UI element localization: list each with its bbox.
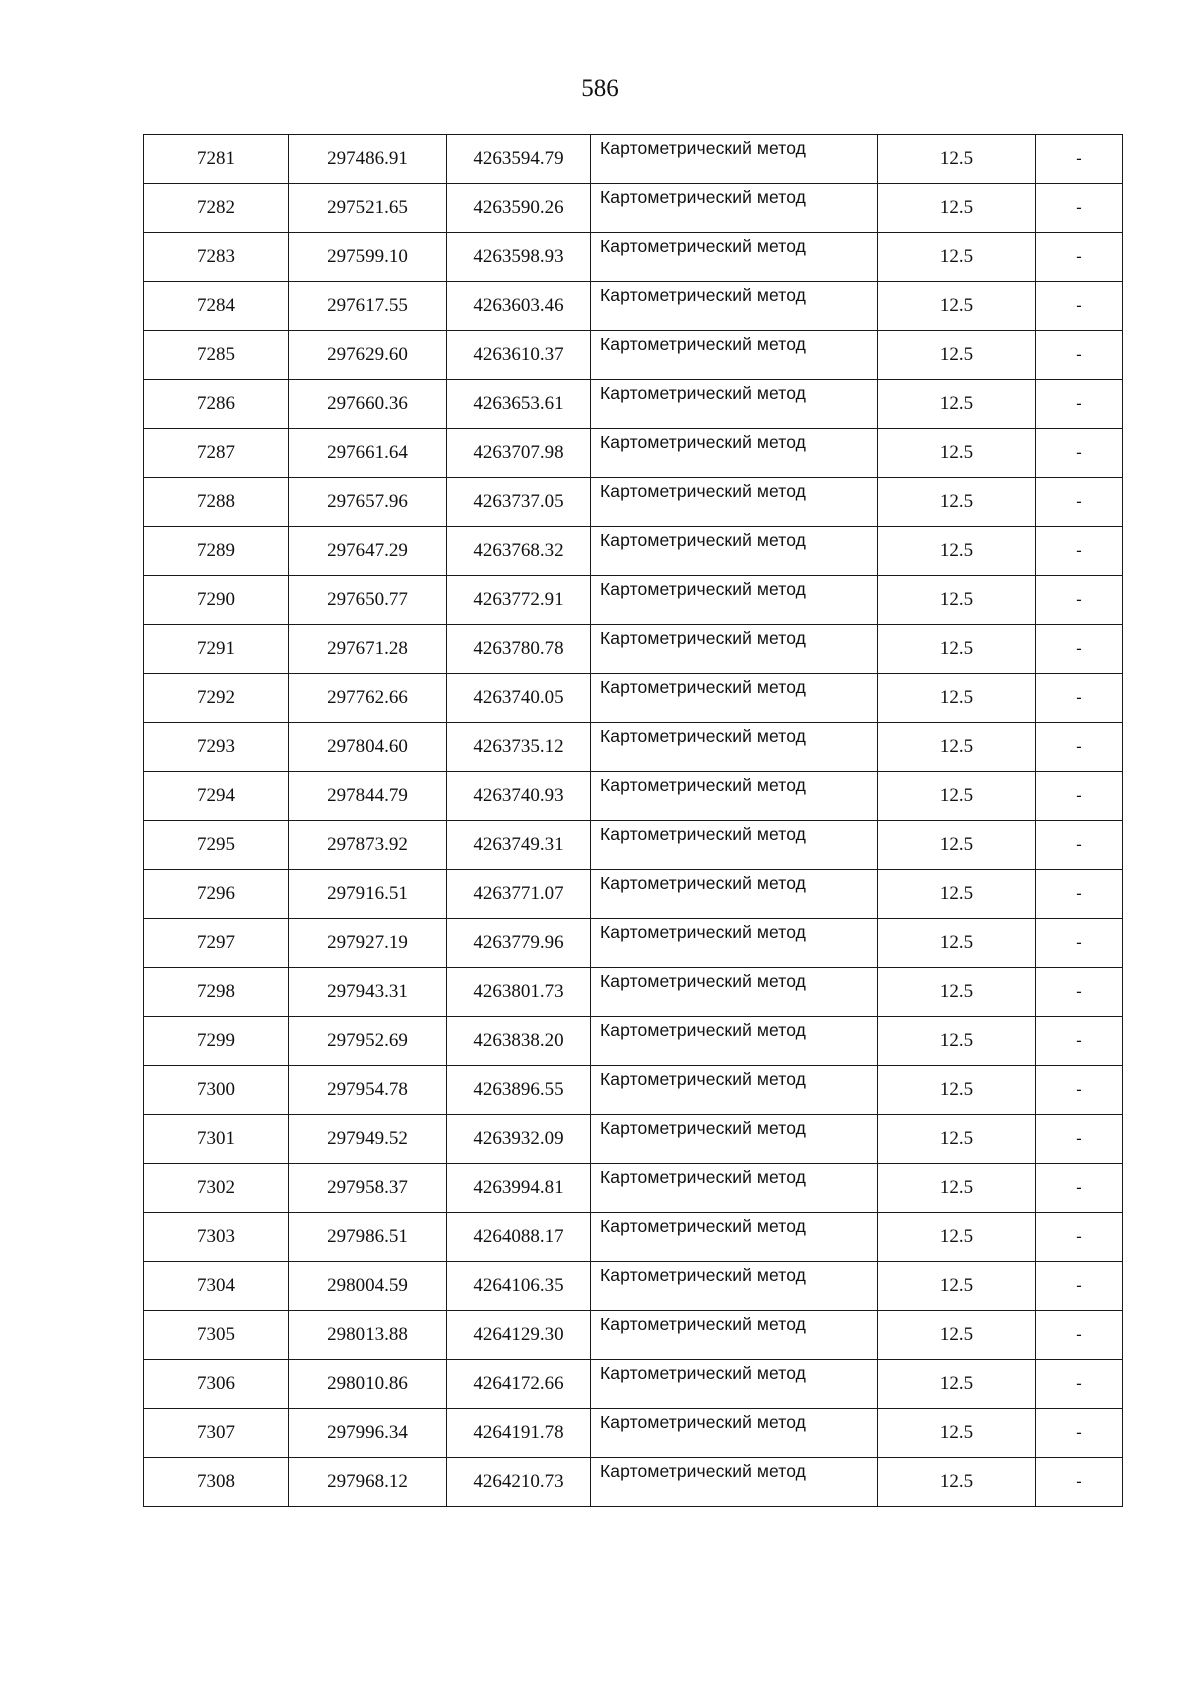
note-cell: - — [1036, 1017, 1123, 1066]
table-row — [144, 821, 1123, 870]
point-number-cell: 7290 — [144, 576, 289, 625]
method-cell: Картометрический метод — [591, 282, 878, 331]
table-row — [144, 135, 1123, 184]
method-cell: Картометрический метод — [591, 772, 878, 821]
x-coordinate-cell: 297762.66 — [289, 674, 447, 723]
point-number-cell: 7294 — [144, 772, 289, 821]
point-number-cell: 7281 — [144, 135, 289, 184]
y-coordinate-cell: 4263994.81 — [447, 1164, 591, 1213]
note-cell: - — [1036, 282, 1123, 331]
y-coordinate-cell: 4263598.93 — [447, 233, 591, 282]
table-row — [144, 233, 1123, 282]
y-coordinate-cell: 4264106.35 — [447, 1262, 591, 1311]
method-cell: Картометрический метод — [591, 478, 878, 527]
y-coordinate-cell: 4263780.78 — [447, 625, 591, 674]
x-coordinate-cell: 298010.86 — [289, 1360, 447, 1409]
table-row — [144, 380, 1123, 429]
point-number-cell: 7295 — [144, 821, 289, 870]
table-row — [144, 1360, 1123, 1409]
method-cell: Картометрический метод — [591, 1017, 878, 1066]
x-coordinate-cell: 297958.37 — [289, 1164, 447, 1213]
accuracy-cell: 12.5 — [878, 1360, 1036, 1409]
table-row — [144, 1017, 1123, 1066]
method-cell: Картометрический метод — [591, 576, 878, 625]
point-number-cell: 7305 — [144, 1311, 289, 1360]
x-coordinate-cell: 297660.36 — [289, 380, 447, 429]
table-row — [144, 1311, 1123, 1360]
y-coordinate-cell: 4263771.07 — [447, 870, 591, 919]
note-cell: - — [1036, 1066, 1123, 1115]
accuracy-cell: 12.5 — [878, 723, 1036, 772]
x-coordinate-cell: 297647.29 — [289, 527, 447, 576]
x-coordinate-cell: 297661.64 — [289, 429, 447, 478]
y-coordinate-cell: 4264210.73 — [447, 1458, 591, 1507]
x-coordinate-cell: 297952.69 — [289, 1017, 447, 1066]
note-cell: - — [1036, 576, 1123, 625]
point-number-cell: 7288 — [144, 478, 289, 527]
table-row — [144, 674, 1123, 723]
method-cell: Картометрический метод — [591, 968, 878, 1017]
accuracy-cell: 12.5 — [878, 282, 1036, 331]
table-row — [144, 772, 1123, 821]
accuracy-cell: 12.5 — [878, 821, 1036, 870]
x-coordinate-cell: 297657.96 — [289, 478, 447, 527]
point-number-cell: 7304 — [144, 1262, 289, 1311]
table-row — [144, 282, 1123, 331]
point-number-cell: 7285 — [144, 331, 289, 380]
method-cell: Картометрический метод — [591, 625, 878, 674]
method-cell: Картометрический метод — [591, 1115, 878, 1164]
accuracy-cell: 12.5 — [878, 576, 1036, 625]
y-coordinate-cell: 4263768.32 — [447, 527, 591, 576]
x-coordinate-cell: 297671.28 — [289, 625, 447, 674]
y-coordinate-cell: 4263779.96 — [447, 919, 591, 968]
y-coordinate-cell: 4263838.20 — [447, 1017, 591, 1066]
y-coordinate-cell: 4263735.12 — [447, 723, 591, 772]
point-number-cell: 7283 — [144, 233, 289, 282]
point-number-cell: 7289 — [144, 527, 289, 576]
method-cell: Картометрический метод — [591, 1164, 878, 1213]
note-cell: - — [1036, 674, 1123, 723]
table-row — [144, 968, 1123, 1017]
note-cell: - — [1036, 1213, 1123, 1262]
table-row — [144, 1066, 1123, 1115]
point-number-cell: 7300 — [144, 1066, 289, 1115]
y-coordinate-cell: 4263603.46 — [447, 282, 591, 331]
method-cell: Картометрический метод — [591, 429, 878, 478]
coordinates-table-body — [144, 135, 1123, 1507]
table-row — [144, 1115, 1123, 1164]
accuracy-cell: 12.5 — [878, 625, 1036, 674]
note-cell: - — [1036, 1360, 1123, 1409]
x-coordinate-cell: 297986.51 — [289, 1213, 447, 1262]
note-cell: - — [1036, 135, 1123, 184]
method-cell: Картометрический метод — [591, 1409, 878, 1458]
table-row — [144, 1409, 1123, 1458]
x-coordinate-cell: 297968.12 — [289, 1458, 447, 1507]
y-coordinate-cell: 4263653.61 — [447, 380, 591, 429]
table-row — [144, 1213, 1123, 1262]
y-coordinate-cell: 4264172.66 — [447, 1360, 591, 1409]
table-row — [144, 478, 1123, 527]
point-number-cell: 7297 — [144, 919, 289, 968]
method-cell: Картометрический метод — [591, 723, 878, 772]
note-cell: - — [1036, 1115, 1123, 1164]
x-coordinate-cell: 297804.60 — [289, 723, 447, 772]
y-coordinate-cell: 4263737.05 — [447, 478, 591, 527]
y-coordinate-cell: 4263896.55 — [447, 1066, 591, 1115]
accuracy-cell: 12.5 — [878, 968, 1036, 1017]
accuracy-cell: 12.5 — [878, 135, 1036, 184]
accuracy-cell: 12.5 — [878, 1458, 1036, 1507]
y-coordinate-cell: 4263801.73 — [447, 968, 591, 1017]
method-cell: Картометрический метод — [591, 821, 878, 870]
point-number-cell: 7291 — [144, 625, 289, 674]
y-coordinate-cell: 4263590.26 — [447, 184, 591, 233]
point-number-cell: 7292 — [144, 674, 289, 723]
point-number-cell: 7302 — [144, 1164, 289, 1213]
y-coordinate-cell: 4264129.30 — [447, 1311, 591, 1360]
method-cell: Картометрический метод — [591, 1066, 878, 1115]
x-coordinate-cell: 297617.55 — [289, 282, 447, 331]
table-row — [144, 527, 1123, 576]
method-cell: Картометрический метод — [591, 1458, 878, 1507]
method-cell: Картометрический метод — [591, 380, 878, 429]
table-row — [144, 429, 1123, 478]
note-cell: - — [1036, 233, 1123, 282]
y-coordinate-cell: 4264088.17 — [447, 1213, 591, 1262]
y-coordinate-cell: 4263932.09 — [447, 1115, 591, 1164]
point-number-cell: 7287 — [144, 429, 289, 478]
accuracy-cell: 12.5 — [878, 1311, 1036, 1360]
point-number-cell: 7286 — [144, 380, 289, 429]
table-row — [144, 576, 1123, 625]
note-cell: - — [1036, 184, 1123, 233]
y-coordinate-cell: 4263740.05 — [447, 674, 591, 723]
table-row — [144, 184, 1123, 233]
method-cell: Картометрический метод — [591, 331, 878, 380]
y-coordinate-cell: 4263707.98 — [447, 429, 591, 478]
x-coordinate-cell: 298013.88 — [289, 1311, 447, 1360]
point-number-cell: 7306 — [144, 1360, 289, 1409]
page-number: 586 — [581, 75, 619, 102]
y-coordinate-cell: 4263749.31 — [447, 821, 591, 870]
accuracy-cell: 12.5 — [878, 1115, 1036, 1164]
x-coordinate-cell: 297996.34 — [289, 1409, 447, 1458]
note-cell: - — [1036, 1164, 1123, 1213]
table-row — [144, 870, 1123, 919]
accuracy-cell: 12.5 — [878, 1213, 1036, 1262]
point-number-cell: 7284 — [144, 282, 289, 331]
method-cell: Картометрический метод — [591, 919, 878, 968]
note-cell: - — [1036, 1262, 1123, 1311]
accuracy-cell: 12.5 — [878, 919, 1036, 968]
table-row — [144, 919, 1123, 968]
point-number-cell: 7293 — [144, 723, 289, 772]
accuracy-cell: 12.5 — [878, 870, 1036, 919]
note-cell: - — [1036, 1409, 1123, 1458]
accuracy-cell: 12.5 — [878, 527, 1036, 576]
y-coordinate-cell: 4263594.79 — [447, 135, 591, 184]
x-coordinate-cell: 297521.65 — [289, 184, 447, 233]
x-coordinate-cell: 297954.78 — [289, 1066, 447, 1115]
table-row — [144, 1164, 1123, 1213]
x-coordinate-cell: 297650.77 — [289, 576, 447, 625]
x-coordinate-cell: 297599.10 — [289, 233, 447, 282]
note-cell: - — [1036, 870, 1123, 919]
table-row — [144, 1262, 1123, 1311]
x-coordinate-cell: 297916.51 — [289, 870, 447, 919]
point-number-cell: 7296 — [144, 870, 289, 919]
method-cell: Картометрический метод — [591, 233, 878, 282]
x-coordinate-cell: 298004.59 — [289, 1262, 447, 1311]
point-number-cell: 7303 — [144, 1213, 289, 1262]
accuracy-cell: 12.5 — [878, 1262, 1036, 1311]
point-number-cell: 7299 — [144, 1017, 289, 1066]
x-coordinate-cell: 297949.52 — [289, 1115, 447, 1164]
accuracy-cell: 12.5 — [878, 429, 1036, 478]
accuracy-cell: 12.5 — [878, 331, 1036, 380]
note-cell: - — [1036, 625, 1123, 674]
note-cell: - — [1036, 527, 1123, 576]
accuracy-cell: 12.5 — [878, 1017, 1036, 1066]
note-cell: - — [1036, 723, 1123, 772]
accuracy-cell: 12.5 — [878, 233, 1036, 282]
table-row — [144, 1458, 1123, 1507]
method-cell: Картометрический метод — [591, 135, 878, 184]
y-coordinate-cell: 4263740.93 — [447, 772, 591, 821]
method-cell: Картометрический метод — [591, 1213, 878, 1262]
point-number-cell: 7282 — [144, 184, 289, 233]
y-coordinate-cell: 4263610.37 — [447, 331, 591, 380]
accuracy-cell: 12.5 — [878, 1066, 1036, 1115]
accuracy-cell: 12.5 — [878, 184, 1036, 233]
x-coordinate-cell: 297927.19 — [289, 919, 447, 968]
table-row — [144, 625, 1123, 674]
note-cell: - — [1036, 968, 1123, 1017]
note-cell: - — [1036, 772, 1123, 821]
table-row — [144, 331, 1123, 380]
method-cell: Картометрический метод — [591, 1360, 878, 1409]
y-coordinate-cell: 4264191.78 — [447, 1409, 591, 1458]
note-cell: - — [1036, 331, 1123, 380]
point-number-cell: 7298 — [144, 968, 289, 1017]
note-cell: - — [1036, 429, 1123, 478]
x-coordinate-cell: 297844.79 — [289, 772, 447, 821]
method-cell: Картометрический метод — [591, 527, 878, 576]
method-cell: Картометрический метод — [591, 1262, 878, 1311]
accuracy-cell: 12.5 — [878, 1409, 1036, 1458]
note-cell: - — [1036, 478, 1123, 527]
table-row — [144, 723, 1123, 772]
method-cell: Картометрический метод — [591, 674, 878, 723]
accuracy-cell: 12.5 — [878, 478, 1036, 527]
x-coordinate-cell: 297873.92 — [289, 821, 447, 870]
point-number-cell: 7308 — [144, 1458, 289, 1507]
x-coordinate-cell: 297486.91 — [289, 135, 447, 184]
method-cell: Картометрический метод — [591, 1311, 878, 1360]
accuracy-cell: 12.5 — [878, 772, 1036, 821]
note-cell: - — [1036, 380, 1123, 429]
point-number-cell: 7307 — [144, 1409, 289, 1458]
accuracy-cell: 12.5 — [878, 380, 1036, 429]
method-cell: Картометрический метод — [591, 870, 878, 919]
x-coordinate-cell: 297943.31 — [289, 968, 447, 1017]
y-coordinate-cell: 4263772.91 — [447, 576, 591, 625]
note-cell: - — [1036, 919, 1123, 968]
method-cell: Картометрический метод — [591, 184, 878, 233]
note-cell: - — [1036, 821, 1123, 870]
accuracy-cell: 12.5 — [878, 674, 1036, 723]
x-coordinate-cell: 297629.60 — [289, 331, 447, 380]
note-cell: - — [1036, 1458, 1123, 1507]
accuracy-cell: 12.5 — [878, 1164, 1036, 1213]
coordinates-table — [143, 134, 1123, 1507]
point-number-cell: 7301 — [144, 1115, 289, 1164]
note-cell: - — [1036, 1311, 1123, 1360]
